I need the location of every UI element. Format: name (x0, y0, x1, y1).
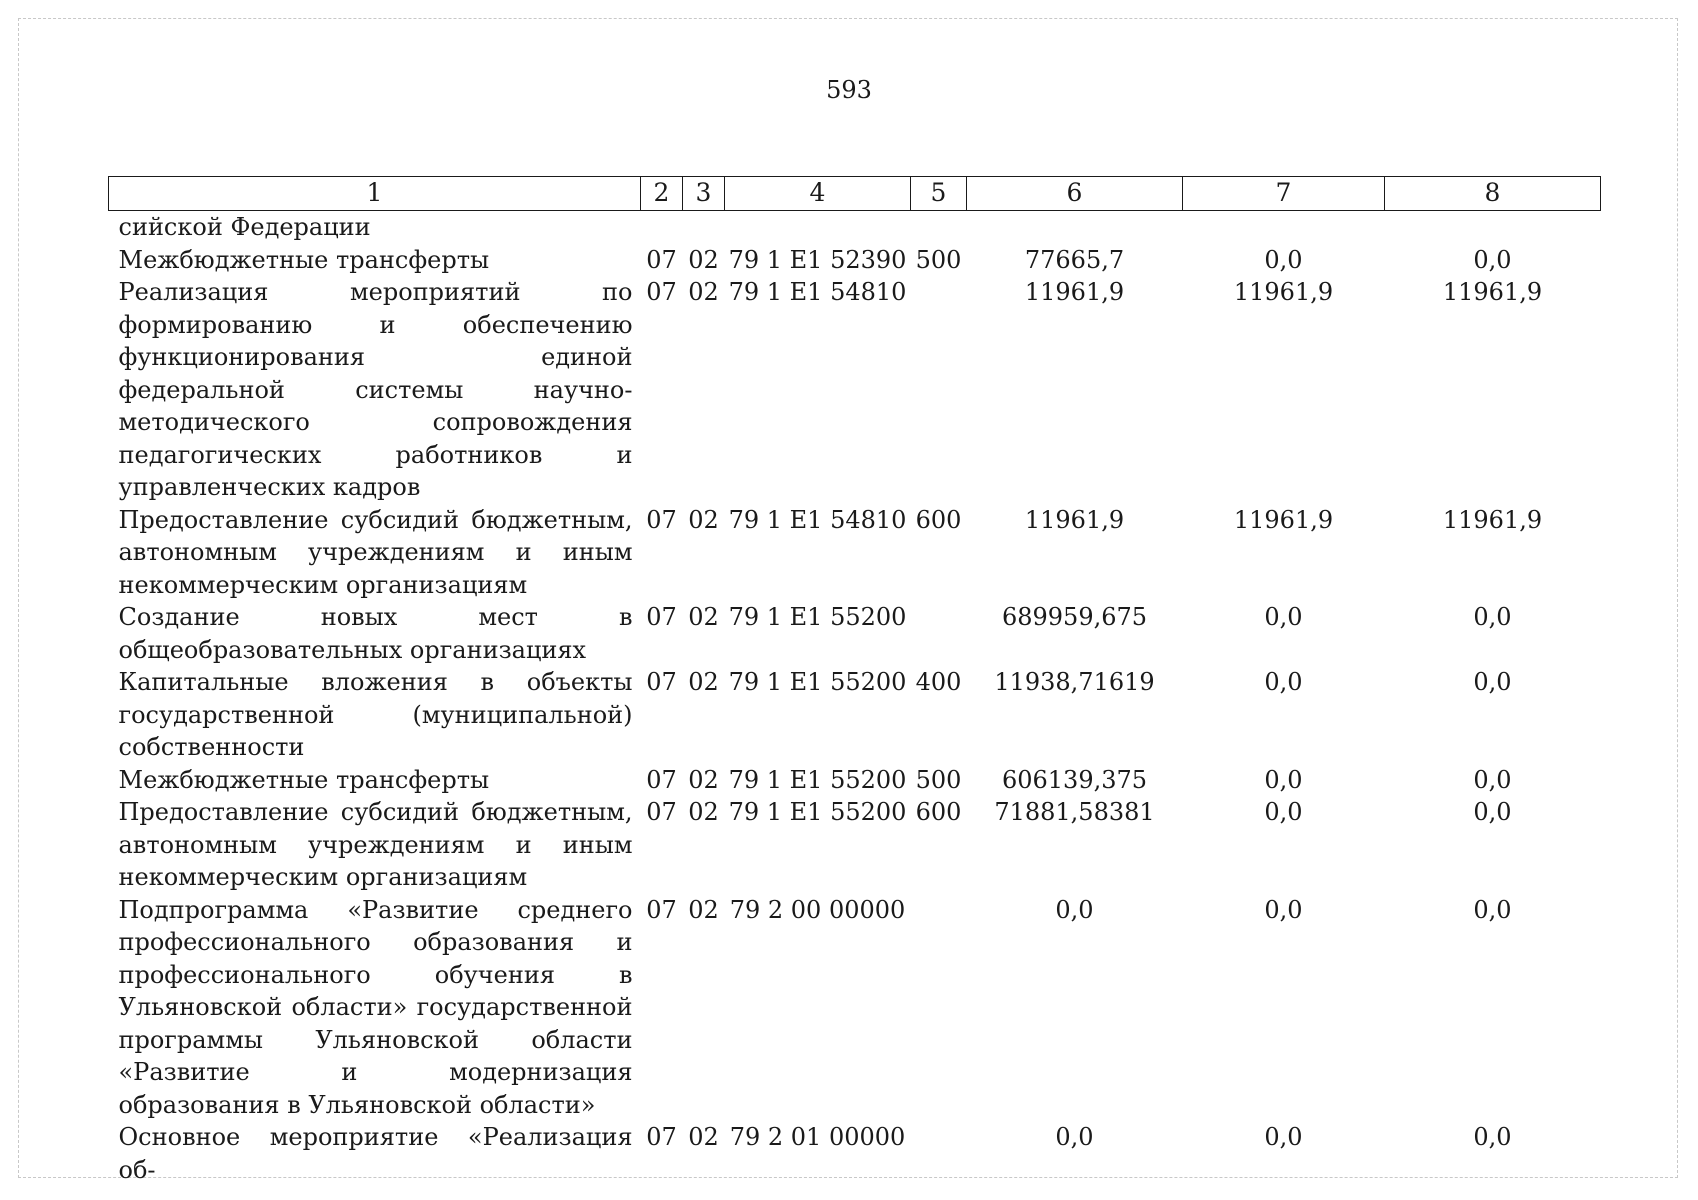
header-col-1: 1 (109, 177, 641, 211)
row-name: Межбюджетные трансферты (118, 245, 490, 274)
row-target-code: 79 1 E1 54810 (728, 505, 907, 534)
row-section (641, 211, 683, 244)
row-amount-col8: 11961,9 (1442, 505, 1543, 534)
row-name: Капитальные вложения в объекты государственной (муниципальной) собственности (118, 668, 633, 761)
row-subsection: 02 (688, 765, 719, 794)
row-amount-col6: 11961,9 (1024, 278, 1125, 306)
row-name: Реализация мероприятий по формированию и обеспечению функционирования единой федеральной системы научно-методического сопровождения педагогических работников и управленческих кадров (118, 278, 633, 501)
row-target-code: 79 1 E1 52390 (728, 245, 907, 274)
row-amount-col6: 77665,7 (1024, 245, 1125, 274)
row-amount-col8: 11961,9 (1442, 278, 1543, 306)
row-expense-type: 500 (915, 765, 962, 794)
row-target-code: 79 1 E1 55200 (728, 765, 907, 794)
row-subsection: 02 (688, 603, 719, 631)
row-target-code: 79 1 E1 54810 (728, 278, 907, 306)
table-row (109, 1121, 1601, 1186)
row-subsection (683, 211, 725, 244)
row-amount-col6: 0,0 (1055, 895, 1094, 924)
row-amount-col8: 0,0 (1473, 895, 1512, 924)
row-subsection: 02 (688, 1123, 719, 1151)
row-subsection: 02 (688, 895, 719, 924)
row-target-code: 79 1 E1 55200 (728, 603, 907, 631)
table-row (109, 666, 1601, 764)
row-expense-type (911, 1121, 967, 1186)
row-section: 07 (646, 505, 677, 534)
row-target-code: 79 2 01 00000 (729, 1123, 906, 1151)
row-name: Предоставление субсидий бюджетным, автономным учреждениям и иным некоммерческим организациям (118, 798, 633, 891)
header-col-5: 5 (911, 177, 967, 211)
row-amount-col8: 0,0 (1473, 603, 1512, 631)
row-name: Основное мероприятие «Реализация об- (118, 1123, 633, 1184)
row-subsection: 02 (688, 505, 719, 534)
budget-table (108, 176, 1601, 1186)
table-row (109, 244, 1601, 277)
row-section: 07 (646, 1123, 677, 1151)
row-amount-col7: 11961,9 (1233, 505, 1334, 534)
table-row (109, 211, 1601, 244)
row-amount-col6: 11961,9 (1024, 505, 1125, 534)
table-row (109, 601, 1601, 666)
row-expense-type: 600 (915, 505, 962, 534)
row-subsection: 02 (688, 278, 719, 306)
row-expense-type: 600 (915, 798, 962, 826)
row-amount-col7: 0,0 (1264, 1123, 1303, 1151)
row-amount-col6: 11938,71619 (994, 668, 1155, 696)
row-amount-col6 (967, 211, 1183, 244)
row-amount-col7: 0,0 (1264, 603, 1303, 631)
row-amount-col6: 71881,58381 (994, 798, 1155, 826)
row-section: 07 (646, 245, 677, 274)
row-amount-col7: 0,0 (1264, 765, 1303, 794)
row-amount-col8 (1385, 211, 1601, 244)
header-col-3: 3 (683, 177, 725, 211)
row-target-code: 79 1 E1 55200 (728, 668, 907, 696)
header-col-6: 6 (967, 177, 1183, 211)
row-amount-col7: 0,0 (1264, 798, 1303, 826)
row-amount-col8: 0,0 (1473, 245, 1512, 274)
table-row (109, 894, 1601, 1122)
row-target-code (725, 211, 911, 244)
row-target-code: 79 2 00 00000 (729, 895, 906, 924)
table-header-row (109, 177, 1601, 211)
row-amount-col8: 0,0 (1473, 1123, 1512, 1151)
row-expense-type (911, 211, 967, 244)
header-col-2: 2 (641, 177, 683, 211)
table-row (109, 764, 1601, 797)
row-section: 07 (646, 765, 677, 794)
row-name: сийской Федерации (118, 213, 371, 241)
row-amount-col6: 0,0 (1055, 1123, 1094, 1151)
row-section: 07 (646, 798, 677, 826)
row-section: 07 (646, 278, 677, 306)
table-body (109, 211, 1601, 1187)
row-expense-type: 400 (915, 668, 962, 696)
row-name: Предоставление субсидий бюджетным, автономным учреждениям и иным некоммерческим организациям (118, 505, 633, 599)
row-expense-type: 500 (915, 245, 962, 274)
table-row (109, 796, 1601, 894)
row-expense-type (911, 601, 967, 666)
table-row (109, 276, 1601, 504)
row-name: Межбюджетные трансферты (118, 765, 490, 794)
row-amount-col8: 0,0 (1473, 668, 1512, 696)
table-row (109, 504, 1601, 602)
page-number: 593 (826, 76, 872, 104)
row-amount-col7 (1183, 211, 1385, 244)
row-amount-col6: 689959,675 (1001, 603, 1148, 631)
row-name: Создание новых мест в общеобразовательных организациях (118, 603, 633, 664)
header-col-7: 7 (1183, 177, 1385, 211)
row-amount-col7: 11961,9 (1233, 278, 1334, 306)
row-amount-col6: 606139,375 (1001, 765, 1148, 794)
header-col-8: 8 (1385, 177, 1601, 211)
row-expense-type (911, 276, 967, 504)
row-expense-type (911, 894, 967, 1122)
row-target-code: 79 1 E1 55200 (728, 798, 907, 826)
row-amount-col7: 0,0 (1264, 245, 1303, 274)
row-section: 07 (646, 668, 677, 696)
header-col-4: 4 (725, 177, 911, 211)
row-subsection: 02 (688, 245, 719, 274)
row-amount-col8: 0,0 (1473, 765, 1512, 794)
row-name: Подпрограмма «Развитие среднего профессионального образования и профессионального обучения в Ульяновской области» государственной программы Ульяновской области «Развитие и модернизация образования в Ульяновской области» (118, 895, 633, 1119)
row-amount-col7: 0,0 (1264, 895, 1303, 924)
row-subsection: 02 (688, 668, 719, 696)
row-amount-col7: 0,0 (1264, 668, 1303, 696)
row-amount-col8: 0,0 (1473, 798, 1512, 826)
row-section: 07 (646, 895, 677, 924)
row-subsection: 02 (688, 798, 719, 826)
row-section: 07 (646, 603, 677, 631)
